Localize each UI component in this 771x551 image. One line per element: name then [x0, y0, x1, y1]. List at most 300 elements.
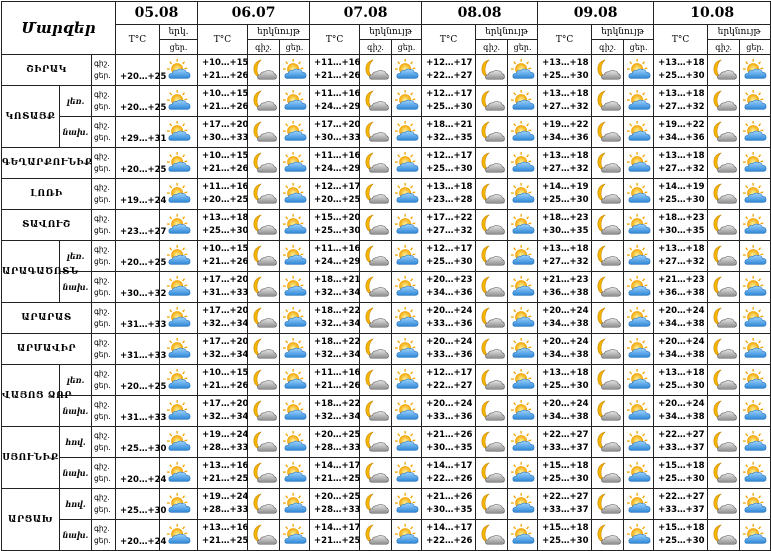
- weather-cell-night: [248, 55, 280, 86]
- moon-cloud-icon: [595, 182, 621, 206]
- weather-cell-day: [280, 55, 310, 86]
- temp-day: +20…+25: [116, 148, 160, 179]
- partly-cloudy-icon: [282, 337, 308, 361]
- temp-night: +13…+18: [658, 368, 705, 378]
- partly-cloudy-icon: [626, 337, 652, 361]
- partly-cloudy-icon: [282, 306, 308, 330]
- weather-cell-day: [392, 427, 422, 458]
- temp-day: +21…+26: [202, 102, 249, 112]
- temp-night: +17…+20: [202, 337, 249, 347]
- temp-day: +36…+38: [658, 288, 705, 298]
- weather-cell-night: [476, 489, 508, 520]
- partly-cloudy-icon: [742, 182, 768, 206]
- temp-day: +22…+27: [426, 71, 473, 81]
- night-label: գիշ.: [94, 59, 110, 68]
- day-label: ցեր.: [94, 319, 111, 328]
- day-label: ցեր.: [94, 350, 111, 359]
- partly-cloudy-icon: [626, 89, 652, 113]
- weather-cell-day: [280, 272, 310, 303]
- weather-cell-day: [508, 148, 538, 179]
- weather-cell-day: [740, 117, 771, 148]
- night-label: գիշ.: [94, 90, 110, 99]
- temp-range: [198, 210, 248, 241]
- temp-night: +13…+18: [658, 244, 705, 254]
- table-row: [2, 241, 771, 272]
- temp-night: +18…+21: [426, 120, 473, 130]
- weather-cell-day: [392, 396, 422, 427]
- temp-day: +33…+37: [542, 505, 589, 515]
- date-1: 06.07: [198, 2, 310, 25]
- table-row: [2, 396, 771, 427]
- cloud-label: երկնույթ: [248, 25, 310, 40]
- regions-header: Մարզեր: [2, 2, 116, 55]
- weather-cell-day: [508, 272, 538, 303]
- temp-night: +15…+20: [314, 213, 361, 223]
- moon-cloud-icon: [595, 492, 621, 516]
- weather-cell-night: [248, 365, 280, 396]
- day-label: ցեր.: [94, 164, 111, 173]
- moon-cloud-icon: [595, 244, 621, 268]
- partly-cloudy-icon: [510, 523, 536, 547]
- temp-range: [654, 117, 708, 148]
- temp-day: +25…+30: [658, 195, 705, 205]
- temp-night: +10…+15: [202, 151, 249, 161]
- temp-day: +27…+32: [658, 257, 705, 267]
- weather-cell-day: [740, 148, 771, 179]
- temp-night: +17…+20: [202, 275, 249, 285]
- weather-cell-day: [740, 396, 771, 427]
- temp-range: [654, 489, 708, 520]
- partly-cloudy-icon: [510, 182, 536, 206]
- weather-cell-day: [740, 210, 771, 241]
- weather-cell-night: [476, 210, 508, 241]
- partly-cloudy-icon: [282, 182, 308, 206]
- temp-day: +25…+30: [426, 164, 473, 174]
- night-day-labels: [92, 427, 116, 458]
- temp-range: [310, 241, 360, 272]
- forecast-body: [2, 55, 771, 551]
- temp-day: +23…+27: [116, 210, 160, 241]
- partly-cloudy-icon: [510, 244, 536, 268]
- weather-cell-night: [360, 117, 392, 148]
- partly-cloudy-icon: [510, 368, 536, 392]
- temp-day: +32…+35: [426, 133, 473, 143]
- day-label: ցեր.: [160, 40, 198, 55]
- moon-cloud-icon: [251, 306, 277, 330]
- temp-day: +34…+38: [658, 319, 705, 329]
- moon-cloud-icon: [363, 58, 389, 82]
- weather-cell-day: [392, 55, 422, 86]
- temp-night: +11…+16: [314, 244, 361, 254]
- night-day-labels: [92, 396, 116, 427]
- weather-cell-day: [392, 272, 422, 303]
- weather-cell-night: [592, 458, 624, 489]
- moon-cloud-icon: [479, 213, 505, 237]
- moon-cloud-icon: [363, 120, 389, 144]
- temp-day: +36…+38: [542, 288, 589, 298]
- weather-cell-day: [508, 86, 538, 117]
- temp-night: +15…+18: [542, 461, 589, 471]
- temp-night: +19…+22: [542, 120, 589, 130]
- weather-cell-day: [280, 241, 310, 272]
- day-label: ցեր.: [280, 40, 310, 55]
- moon-cloud-icon: [595, 151, 621, 175]
- partly-cloudy-icon: [166, 337, 192, 361]
- weather-cell-night: [708, 520, 740, 551]
- partly-cloudy-icon: [626, 151, 652, 175]
- weather-cell-day: [624, 458, 654, 489]
- weather-cell-night: [592, 334, 624, 365]
- temp-day: +25…+30: [542, 381, 589, 391]
- weather-cell-day: [624, 396, 654, 427]
- weather-cell-day: [508, 458, 538, 489]
- day-label: ցեր.: [740, 40, 771, 55]
- temp-day: +20…+24: [116, 520, 160, 551]
- weather-cell-day: [624, 86, 654, 117]
- table-row: [2, 334, 771, 365]
- weather-cell-night: [476, 427, 508, 458]
- temp-night: +15…+18: [658, 461, 705, 471]
- moon-cloud-icon: [711, 120, 737, 144]
- temp-range: [310, 427, 360, 458]
- weather-cell-day: [740, 489, 771, 520]
- temp-day: +31…+33: [116, 334, 160, 365]
- night-day-labels: [92, 303, 116, 334]
- partly-cloudy-icon: [166, 523, 192, 547]
- temp-day: +32…+34: [314, 319, 361, 329]
- temp-day: +24…+29: [314, 257, 361, 267]
- weather-cell-night: [248, 148, 280, 179]
- temp-range: [198, 334, 248, 365]
- partly-cloudy-icon: [742, 89, 768, 113]
- temp-day: +30…+35: [426, 505, 473, 515]
- temp-day: +21…+25: [202, 474, 249, 484]
- partly-cloudy-icon: [166, 430, 192, 454]
- moon-cloud-icon: [251, 120, 277, 144]
- temp-night: +10…+15: [202, 368, 249, 378]
- weather-cell-night: [592, 396, 624, 427]
- partly-cloudy-icon: [510, 399, 536, 423]
- moon-cloud-icon: [363, 89, 389, 113]
- partly-cloudy-icon: [394, 182, 420, 206]
- moon-cloud-icon: [595, 275, 621, 299]
- moon-cloud-icon: [363, 523, 389, 547]
- temp-night: +17…+22: [426, 213, 473, 223]
- temp-day: +25…+30: [658, 536, 705, 546]
- weather-cell-day: [508, 303, 538, 334]
- partly-cloudy-icon: [626, 492, 652, 516]
- weather-cell-day: [280, 334, 310, 365]
- temp-day: +34…+38: [542, 412, 589, 422]
- moon-cloud-icon: [363, 461, 389, 485]
- partly-cloudy-icon: [394, 89, 420, 113]
- temp-day: +30…+35: [658, 226, 705, 236]
- temp-night: +10…+15: [202, 89, 249, 99]
- weather-cell-night: [708, 272, 740, 303]
- night-day-labels: [92, 241, 116, 272]
- partly-cloudy-icon: [394, 58, 420, 82]
- table-row: [2, 117, 771, 148]
- date-0: 05.08: [116, 2, 198, 25]
- partly-cloudy-icon: [626, 120, 652, 144]
- region-name: ԼՈՌԻ: [2, 179, 92, 210]
- partly-cloudy-icon: [742, 58, 768, 82]
- table-row: [2, 148, 771, 179]
- moon-cloud-icon: [595, 399, 621, 423]
- night-label: գիշ.: [248, 40, 280, 55]
- weather-cell-night: [708, 489, 740, 520]
- table-row: [2, 210, 771, 241]
- partly-cloudy-icon: [742, 461, 768, 485]
- night-label: գիշ.: [94, 462, 110, 471]
- day-label: ցեր.: [94, 412, 111, 421]
- temp-range: [310, 520, 360, 551]
- weather-cell-day: [740, 241, 771, 272]
- weather-cell-night: [360, 427, 392, 458]
- weather-cell-day: [740, 55, 771, 86]
- temp-night: +20…+23: [426, 275, 473, 285]
- temp-range: [654, 241, 708, 272]
- subregion-name: նախ.: [60, 458, 92, 489]
- temp-night: +13…+18: [658, 58, 705, 68]
- table-row: [2, 55, 771, 86]
- temp-day: +33…+36: [426, 319, 473, 329]
- partly-cloudy-icon: [626, 430, 652, 454]
- temp-day: +34…+38: [542, 350, 589, 360]
- temp-day: +22…+26: [426, 536, 473, 546]
- temp-day: +27…+32: [542, 164, 589, 174]
- temp-night: +20…+25: [314, 492, 361, 502]
- day-label: ցեր.: [508, 40, 538, 55]
- moon-cloud-icon: [479, 523, 505, 547]
- temp-day: +21…+26: [202, 71, 249, 81]
- weather-cell-day: [624, 241, 654, 272]
- temp-day: +25…+30: [542, 71, 589, 81]
- weather-cell-night: [476, 117, 508, 148]
- temp-range: [422, 427, 476, 458]
- weather-cell-day: [392, 334, 422, 365]
- temp-day: +25…+30: [116, 427, 160, 458]
- temp-night: +17…+20: [314, 120, 361, 130]
- weather-cell-day: [740, 86, 771, 117]
- temp-night: +20…+24: [542, 306, 589, 316]
- partly-cloudy-icon: [282, 151, 308, 175]
- partly-cloudy-icon: [510, 89, 536, 113]
- temp-range: [654, 86, 708, 117]
- partly-cloudy-icon: [282, 461, 308, 485]
- temp-range: [422, 148, 476, 179]
- temp-day: +25…+30: [658, 381, 705, 391]
- temp-range: [198, 55, 248, 86]
- temp-range: [198, 489, 248, 520]
- region-name: ԳԵՂԱՐՔՈՒՆԻՔ: [2, 148, 92, 179]
- night-day-labels: [92, 210, 116, 241]
- temp-range: [422, 303, 476, 334]
- moon-cloud-icon: [251, 182, 277, 206]
- weather-cell-night: [360, 241, 392, 272]
- weather-cell-night: [708, 396, 740, 427]
- temp-range: [654, 303, 708, 334]
- temp-range: [422, 365, 476, 396]
- temp-label: T°C: [116, 25, 160, 55]
- temp-night: +21…+26: [426, 430, 473, 440]
- moon-cloud-icon: [251, 399, 277, 423]
- night-label: գիշ.: [94, 214, 110, 223]
- night-day-labels: [92, 55, 116, 86]
- temp-range: [654, 272, 708, 303]
- night-label: գիշ.: [360, 40, 392, 55]
- weather-cell-night: [248, 427, 280, 458]
- weather-cell-night: [360, 334, 392, 365]
- moon-cloud-icon: [363, 368, 389, 392]
- temp-day: +20…+25: [314, 195, 361, 205]
- cloud-label: երկնույթ: [592, 25, 654, 40]
- moon-cloud-icon: [363, 275, 389, 299]
- weather-cell-night: [248, 179, 280, 210]
- temp-day: +20…+24: [116, 458, 160, 489]
- partly-cloudy-icon: [166, 399, 192, 423]
- temp-night: +18…+22: [314, 399, 361, 409]
- partly-cloudy-icon: [626, 399, 652, 423]
- temp-day: +22…+26: [426, 474, 473, 484]
- weather-cell-night: [708, 458, 740, 489]
- moon-cloud-icon: [363, 399, 389, 423]
- partly-cloudy-icon: [742, 275, 768, 299]
- temp-day: +25…+30: [658, 474, 705, 484]
- partly-cloudy-icon: [166, 182, 192, 206]
- moon-cloud-icon: [595, 89, 621, 113]
- partly-cloudy-icon: [166, 58, 192, 82]
- moon-cloud-icon: [711, 337, 737, 361]
- temp-range: [310, 365, 360, 396]
- temp-day: +34…+36: [426, 288, 473, 298]
- moon-cloud-icon: [595, 523, 621, 547]
- temp-night: +12…+17: [426, 244, 473, 254]
- weather-cell-day: [508, 117, 538, 148]
- table-row: [2, 179, 771, 210]
- weather-cell-night: [476, 458, 508, 489]
- temp-range: [654, 179, 708, 210]
- temp-day: +34…+38: [542, 319, 589, 329]
- temp-night: +20…+24: [542, 337, 589, 347]
- night-label: գիշ.: [592, 40, 624, 55]
- night-label: գիշ.: [708, 40, 740, 55]
- temp-range: [422, 489, 476, 520]
- partly-cloudy-icon: [742, 151, 768, 175]
- temp-range: [538, 117, 592, 148]
- partly-cloudy-icon: [510, 492, 536, 516]
- temp-day: +25…+30: [202, 226, 249, 236]
- weather-cell-night: [248, 86, 280, 117]
- moon-cloud-icon: [251, 492, 277, 516]
- temp-day: +24…+29: [314, 164, 361, 174]
- moon-cloud-icon: [479, 151, 505, 175]
- partly-cloudy-icon: [394, 461, 420, 485]
- weather-cell-night: [360, 210, 392, 241]
- moon-cloud-icon: [479, 461, 505, 485]
- temp-night: +22…+27: [542, 430, 589, 440]
- weather-cell-day: [280, 458, 310, 489]
- temp-range: [422, 179, 476, 210]
- temp-range: [538, 458, 592, 489]
- subregion-name: լեռ.: [60, 365, 92, 396]
- moon-cloud-icon: [251, 368, 277, 392]
- date-5: 10.08: [654, 2, 771, 25]
- partly-cloudy-icon: [282, 58, 308, 82]
- weather-cell-night: [708, 241, 740, 272]
- temp-range: [310, 458, 360, 489]
- weather-cell-night: [592, 148, 624, 179]
- partly-cloudy-icon: [510, 337, 536, 361]
- date-2: 07.08: [310, 2, 422, 25]
- temp-day: +21…+25: [314, 474, 361, 484]
- temp-day: +20…+25: [116, 365, 160, 396]
- night-label: գիշ.: [94, 183, 110, 192]
- temp-day: +27…+32: [426, 226, 473, 236]
- temp-night: +11…+16: [314, 368, 361, 378]
- weather-cell-night: [708, 117, 740, 148]
- temp-range: [198, 241, 248, 272]
- temp-day: +31…+33: [116, 396, 160, 427]
- day-label: ցեր.: [94, 536, 111, 545]
- temp-day: +28…+33: [314, 505, 361, 515]
- temp-day: +25…+30: [314, 226, 361, 236]
- temp-day: +25…+30: [658, 71, 705, 81]
- day-label: ցեր.: [94, 257, 111, 266]
- weather-cell-day: [624, 148, 654, 179]
- weather-cell-day: [508, 210, 538, 241]
- temp-range: [538, 365, 592, 396]
- weather-cell-day: [280, 303, 310, 334]
- temp-day: +25…+30: [426, 102, 473, 112]
- temp-range: [538, 334, 592, 365]
- temp-day: +20…+25: [116, 55, 160, 86]
- temp-range: [310, 210, 360, 241]
- weather-cell-night: [248, 334, 280, 365]
- temp-range: [654, 520, 708, 551]
- temp-night: +22…+27: [658, 492, 705, 502]
- night-day-labels: [92, 117, 116, 148]
- weather-cell-day: [280, 148, 310, 179]
- weather-cell-day: [392, 148, 422, 179]
- temp-range: [310, 55, 360, 86]
- temp-day: +28…+33: [202, 505, 249, 515]
- weather-cell-night: [592, 489, 624, 520]
- night-label: գիշ.: [94, 307, 110, 316]
- table-row: [2, 365, 771, 396]
- temp-night: +13…+16: [202, 461, 249, 471]
- temp-range: [310, 117, 360, 148]
- temp-night: +19…+22: [658, 120, 705, 130]
- night-label: գիշ.: [94, 431, 110, 440]
- temp-night: +12…+17: [426, 151, 473, 161]
- temp-night: +14…+17: [426, 523, 473, 533]
- partly-cloudy-icon: [742, 120, 768, 144]
- region-name: ԿՈՏԱՅՔ: [2, 86, 60, 148]
- temp-day: +29…+31: [116, 117, 160, 148]
- weather-cell-night: [592, 427, 624, 458]
- weather-cell-night: [476, 55, 508, 86]
- temp-night: +11…+16: [314, 89, 361, 99]
- night-day-labels: [92, 334, 116, 365]
- partly-cloudy-icon: [166, 306, 192, 330]
- partly-cloudy-icon: [394, 120, 420, 144]
- temp-range: [422, 272, 476, 303]
- weather-cell-night: [476, 520, 508, 551]
- partly-cloudy-icon: [282, 89, 308, 113]
- temp-range: [654, 458, 708, 489]
- temp-range: [654, 365, 708, 396]
